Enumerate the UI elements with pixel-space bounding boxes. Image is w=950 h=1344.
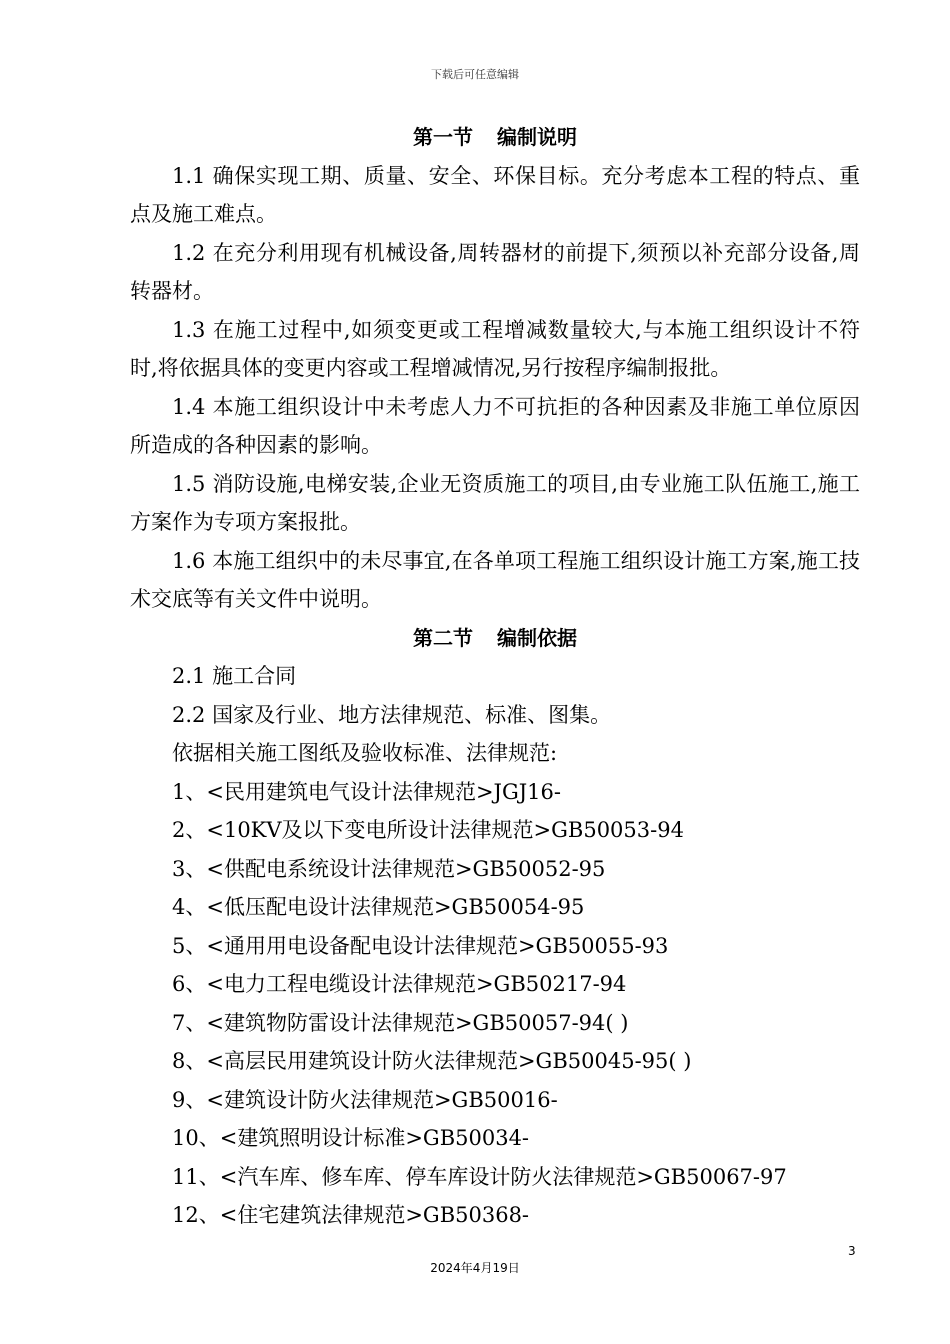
list-item: 1、<民用建筑电气设计法律规范>JGJ16- [172,779,561,804]
list-item: 6、<电力工程电缆设计法律规范>GB50217-94 [172,972,627,996]
list-item: 12、<住宅建筑法律规范>GB50368- [172,1203,530,1227]
section-2-heading: 编制依据 [497,625,577,650]
paragraph-1-4: 1.4 本施工组织设计中未考虑人力不可抗拒的各种因素及非施工单位原因所造成的各种因素的影响。 [130,394,860,457]
page-number: 3 [848,1244,856,1258]
paragraph-1-5: 1.5 消防设施,电梯安装,企业无资质施工的项目,由专业施工队伍施工,施工方案作为专项方案报批。 [130,471,860,534]
section-1-heading: 编制说明 [497,125,577,149]
section-1-title [130,118,860,157]
list-item: 10、<建筑照明设计标准>GB50034- [172,1126,530,1150]
document-body [130,118,860,1235]
section-2-title [130,619,860,658]
paragraph-1-2: 1.2 在充分利用现有机械设备,周转器材的前提下,须预以补充部分设备,周转器材。 [130,240,860,303]
section-2-number: 第二节 [413,625,473,650]
list-item: 11、<汽车库、修车库、停车库设计防火法律规范>GB50067-97 [172,1164,787,1189]
paragraph-1-3: 1.3 在施工过程中,如须变更或工程增减数量较大,与本施工组织设计不符时,将依据具体的变更内容或工程增减情况,另行按程序编制报批。 [130,317,860,380]
page-header: 下载后可任意编辑 [431,68,519,81]
list-item: 2.1 施工合同 [172,664,297,688]
list-item: 依据相关施工图纸及验收标准、法律规范: [172,741,558,765]
list-item: 8、<高层民用建筑设计防火法律规范>GB50045-95( ) [172,1049,692,1073]
list-item: 9、<建筑设计防火法律规范>GB50016- [172,1087,558,1112]
section-1-number: 第一节 [413,125,473,149]
list-item: 2.2 国家及行业、地方法律规范、标准、图集。 [172,702,612,727]
list-item: 4、<低压配电设计法律规范>GB50054-95 [172,895,585,919]
list-item: 3、<供配电系统设计法律规范>GB50052-95 [172,856,606,881]
paragraph-1-6: 1.6 本施工组织中的未尽事宜,在各单项工程施工组织设计施工方案,施工技术交底等有关文件中说明。 [130,548,860,611]
list-item: 2、<10KV及以下变电所设计法律规范>GB50053-94 [172,818,684,842]
list-item: 7、<建筑物防雷设计法律规范>GB50057-94( ) [172,1010,629,1035]
footer-date: 2024年4月19日 [430,1261,520,1275]
list-item: 5、<通用用电设备配电设计法律规范>GB50055-93 [172,933,669,958]
paragraph-1-1: 1.1 确保实现工期、质量、安全、环保目标。充分考虑本工程的特点、重点及施工难点。 [130,163,860,226]
